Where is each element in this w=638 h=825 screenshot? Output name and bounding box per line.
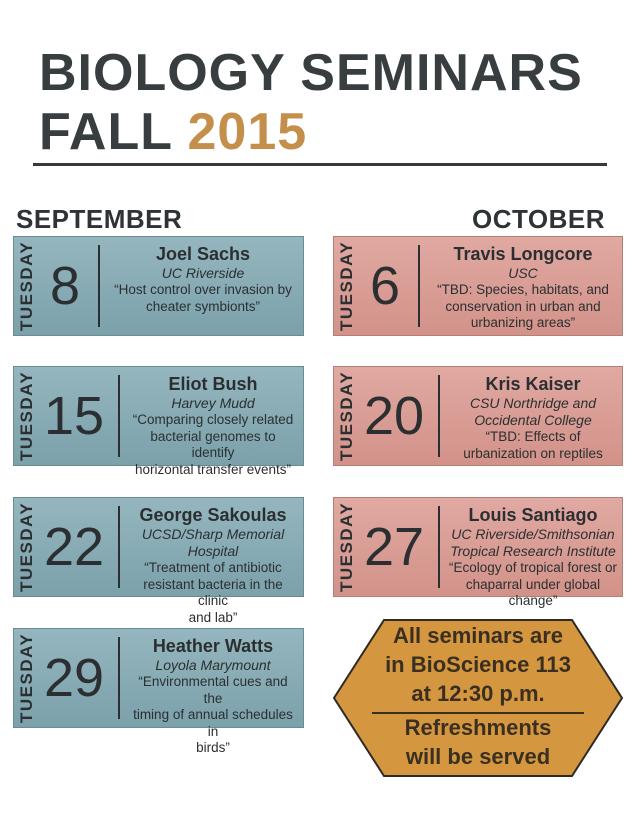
- speaker-name: Heather Watts: [152, 636, 274, 656]
- month-september: SEPTEMBER: [16, 204, 183, 234]
- seminar-details: [128, 373, 298, 478]
- day-of-week-label: TUESDAY: [17, 501, 36, 592]
- date-divider: [438, 506, 440, 588]
- seminar-details: [448, 373, 618, 462]
- talk-title: “Ecology of tropical forest or: [448, 560, 618, 575]
- speaker-name: Joel Sachs: [155, 244, 251, 264]
- day-of-week-label: TUESDAY: [17, 240, 36, 331]
- talk-title: conservation in urban and: [445, 298, 601, 314]
- speaker-institution: UC Riverside/Smithsonian: [451, 526, 615, 542]
- seminar-details: [128, 635, 298, 757]
- speaker-institution: USC: [508, 265, 538, 281]
- talk-title: “Host control over invasion by: [114, 282, 292, 297]
- speaker-institution: UCSD/Sharp Memorial Hospital: [141, 526, 285, 559]
- speaker-institution: Tropical Research Institute: [450, 543, 616, 559]
- speaker-institution: Loyola Marymount: [155, 657, 271, 673]
- talk-title: “Treatment of antibiotic: [144, 560, 282, 575]
- day-of-week-label: TUESDAY: [337, 240, 356, 331]
- notice-refreshments-line: will be served: [405, 744, 551, 769]
- talk-title: “TBD: Species, habitats, and: [437, 282, 609, 297]
- speaker-name: Louis Santiago: [468, 505, 598, 525]
- seminar-card: [13, 628, 304, 755]
- notice-location: [332, 621, 624, 708]
- date-number: 20: [364, 386, 425, 446]
- day-of-week-label: TUESDAY: [337, 370, 356, 461]
- talk-title: “Comparing closely related: [132, 412, 294, 427]
- date-divider: [118, 375, 120, 457]
- seminar-card: [13, 366, 304, 477]
- notice-location-line: at 12:30 p.m.: [411, 681, 545, 706]
- talk-title: urbanizing areas”: [470, 315, 576, 330]
- seminar-details: [448, 504, 618, 610]
- day-of-week-label: TUESDAY: [337, 501, 356, 592]
- date-number: 29: [44, 648, 105, 708]
- talk-title: cheater symbionts”: [145, 298, 261, 314]
- seminar-card: [333, 497, 623, 608]
- seminar-details: [128, 504, 298, 626]
- speaker-institution: CSU Northridge and: [469, 395, 597, 411]
- talk-title: urbanization on reptiles: [463, 445, 603, 461]
- speaker-institution: Occidental College: [474, 412, 592, 428]
- speaker-name: Eliot Bush: [168, 374, 258, 394]
- talk-title: horizontal transfer events”: [134, 461, 292, 477]
- page-title: [39, 44, 619, 162]
- talk-title: change”: [508, 593, 558, 608]
- title-line-1: BIOLOGY SEMINARS: [39, 44, 583, 102]
- notice-refreshments-line: Refreshments: [404, 715, 552, 740]
- notice-badge: [332, 618, 624, 778]
- notice-location-line: All seminars are: [393, 623, 563, 648]
- talk-title: birds”: [196, 740, 230, 755]
- day-of-week-label: TUESDAY: [17, 370, 36, 461]
- talk-title: bacterial genomes to identify: [150, 428, 276, 460]
- seminar-details: [108, 243, 298, 315]
- date-number: 6: [370, 256, 401, 316]
- speaker-institution: UC Riverside: [161, 265, 245, 281]
- title-year: 2015: [187, 103, 308, 161]
- seminar-card: [13, 236, 304, 336]
- seminar-card: [333, 366, 623, 466]
- date-divider: [118, 637, 120, 719]
- speaker-name: Kris Kaiser: [485, 374, 581, 394]
- date-number: 27: [364, 517, 425, 577]
- speaker-name: Travis Longcore: [453, 244, 593, 264]
- seminar-details: [428, 243, 618, 332]
- date-divider: [98, 245, 100, 327]
- talk-title: resistant bacteria in the clinic: [143, 576, 283, 608]
- title-fall: FALL: [39, 103, 173, 161]
- day-of-week-label: TUESDAY: [17, 632, 36, 723]
- date-number: 15: [44, 386, 105, 446]
- date-divider: [118, 506, 120, 588]
- talk-title: “Environmental cues and the: [138, 674, 288, 706]
- date-divider: [418, 245, 420, 327]
- month-october: OCTOBER: [472, 204, 606, 234]
- speaker-name: George Sakoulas: [139, 505, 287, 525]
- date-number: 8: [50, 256, 81, 316]
- notice-location-line: in BioScience 113: [385, 652, 571, 677]
- seminar-card: [333, 236, 623, 336]
- talk-title: chaparral under global: [465, 576, 601, 592]
- talk-title: timing of annual schedules in: [133, 707, 293, 739]
- talk-title: “TBD: Effects of: [485, 429, 581, 444]
- seminar-card: [13, 497, 304, 625]
- date-divider: [438, 375, 440, 457]
- speaker-institution: Harvey Mudd: [171, 395, 255, 411]
- notice-refreshments: [332, 713, 624, 771]
- title-divider: [33, 163, 607, 166]
- talk-title: and lab”: [188, 609, 238, 625]
- date-number: 22: [44, 517, 105, 577]
